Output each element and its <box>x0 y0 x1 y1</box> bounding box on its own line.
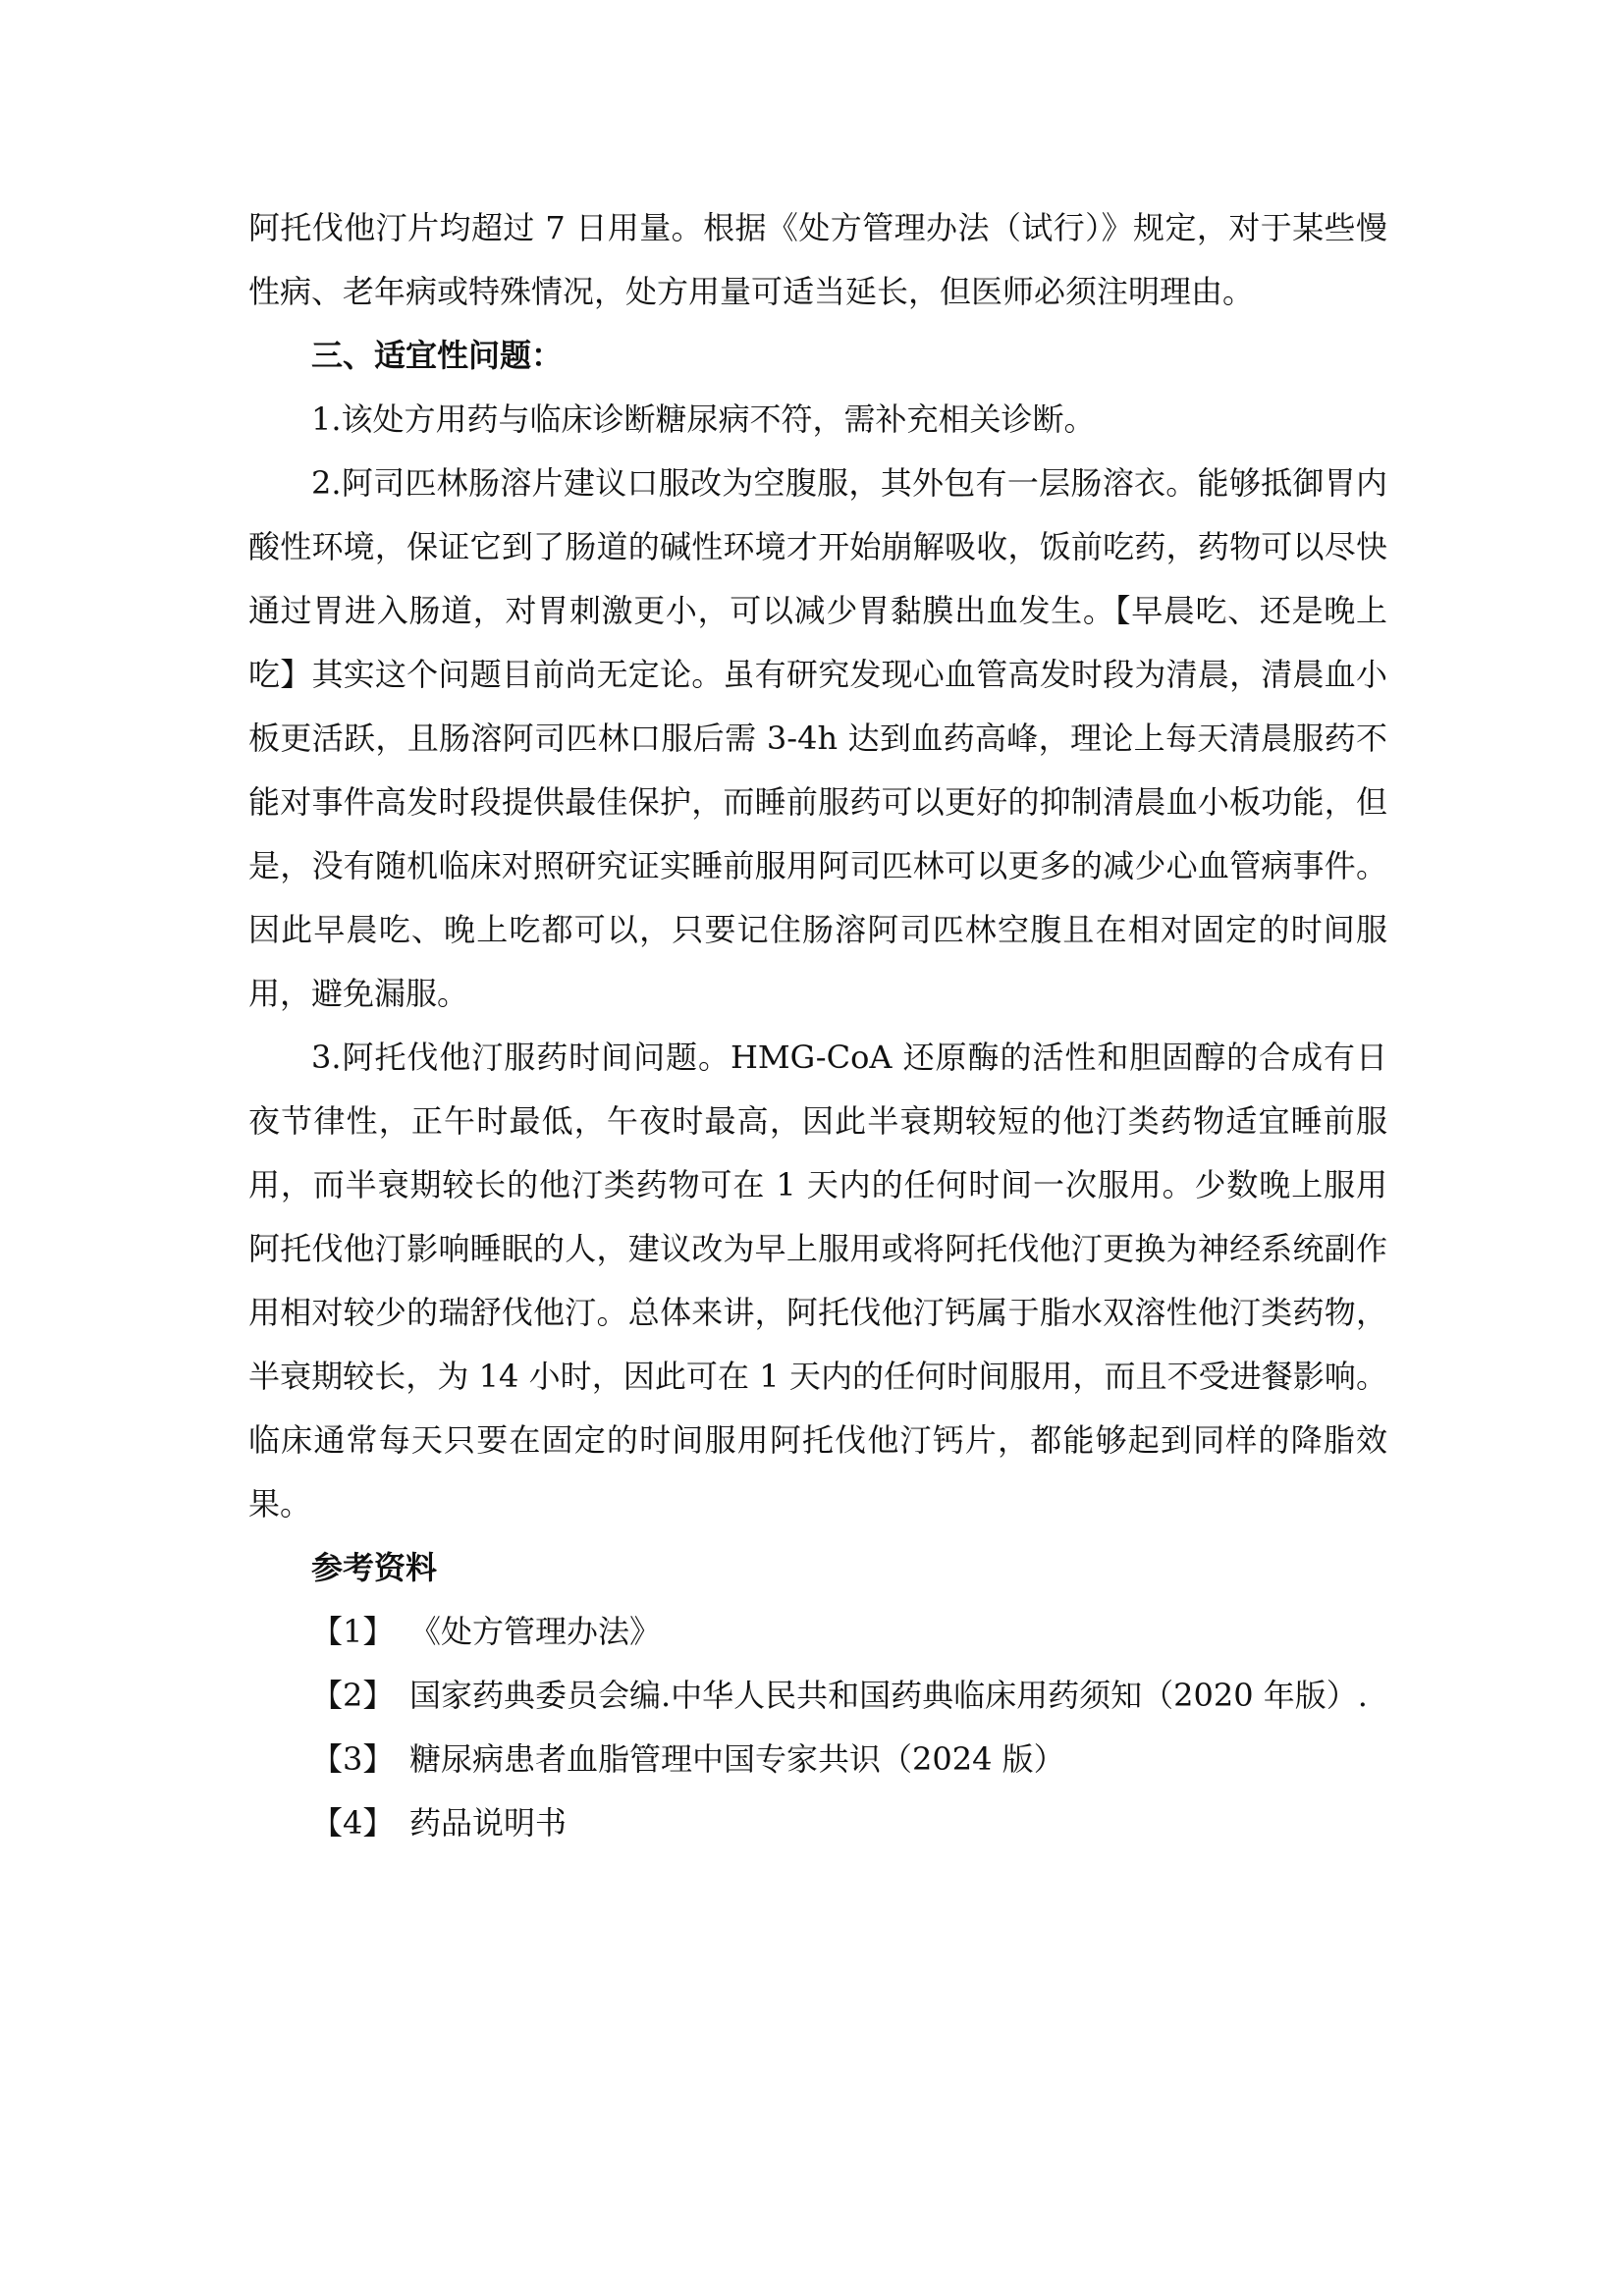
reference-item-3 <box>248 1728 1387 1791</box>
reference-text: 《处方管理办法》 <box>409 1613 662 1650</box>
reference-number: 【1】 <box>311 1613 395 1650</box>
intro-paragraph: 阿托伐他汀片均超过 7 日用量。根据《处方管理办法（试行）》规定，对于某些慢性病、老年病或特殊情况，处方用量可适当延长，但医师必须注明理由。 <box>248 209 1387 310</box>
paragraph-item-1: 1.该处方用药与临床诊断糖尿病不符，需补充相关诊断。 <box>311 400 1096 438</box>
reference-number: 【3】 <box>311 1740 395 1778</box>
document-page <box>248 196 1387 1855</box>
reference-text: 国家药典委员会编.中华人民共和国药典临床用药须知（2020 年版）. <box>409 1677 1368 1714</box>
paragraph-item-3: 3.阿托伐他汀服药时间问题。HMG-CoA 还原酶的活性和胆固醇的合成有日夜节律性，正午时最低，午夜时最高，因此半衰期较短的他汀类药物适宜睡前服用，而半衰期较长的他汀类药物可在 1 天内的任何时间一次服用。少数晚上服用阿托伐他汀影响睡眠的人，建议改为早上服用或将阿托伐他汀更换为神经系统副作用相对较少的瑞舒伐他汀。总体来讲，阿托伐他汀钙属于脂水双溶性他汀类药物，半衰期较长，为 14 小时，因此可在 1 天内的任何时间服用，而且不受进餐影响。临床通常每天只要在固定的时间服用阿托伐他汀钙片，都能够起到同样的降脂效果。 <box>248 1039 1387 1522</box>
reference-number: 【2】 <box>311 1677 395 1714</box>
reference-text: 糖尿病患者血脂管理中国专家共识（2024 版） <box>409 1740 1065 1778</box>
reference-number: 【4】 <box>311 1804 395 1842</box>
section-heading-suitability: 三、适宜性问题： <box>311 337 564 374</box>
reference-item-4 <box>248 1791 1387 1855</box>
reference-item-2 <box>248 1664 1387 1728</box>
reference-item-1 <box>248 1600 1387 1664</box>
references-list <box>248 1600 1387 1855</box>
paragraph-item-2: 2.阿司匹林肠溶片建议口服改为空腹服，其外包有一层肠溶衣。能够抵御胃内酸性环境，保证它到了肠道的碱性环境才开始崩解吸收，饭前吃药，药物可以尽快通过胃进入肠道，对胃刺激更小，可以减少胃黏膜出血发生。【早晨吃、还是晚上吃】其实这个问题目前尚无定论。虽有研究发现心血管高发时段为清晨，清晨血小板更活跃，且肠溶阿司匹林口服后需 3-4h 达到血药高峰，理论上每天清晨服药不能对事件高发时段提供最佳保护，而睡前服药可以更好的抑制清晨血小板功能，但是，没有随机临床对照研究证实睡前服用阿司匹林可以更多的减少心血管病事件。因此早晨吃、晚上吃都可以，只要记住肠溶阿司匹林空腹且在相对固定的时间服用，避免漏服。 <box>248 464 1387 1012</box>
reference-text: 药品说明书 <box>409 1804 568 1842</box>
references-heading: 参考资料 <box>311 1549 438 1586</box>
